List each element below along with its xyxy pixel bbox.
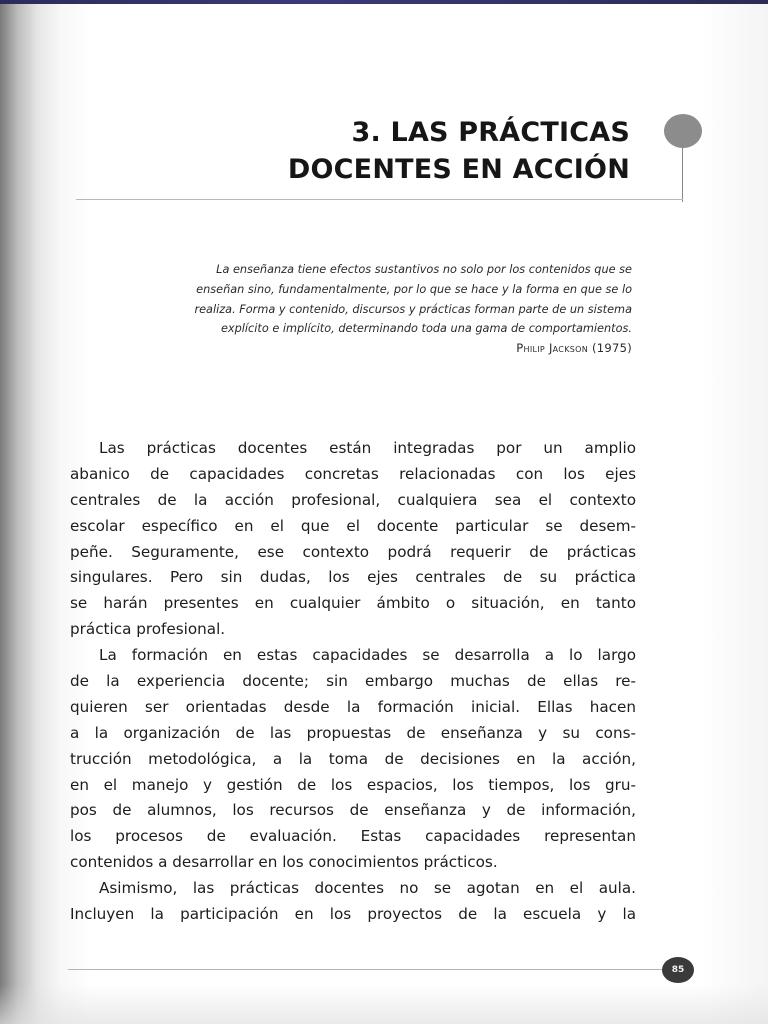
epigraph xyxy=(98,260,632,339)
epigraph-line: realiza. Forma y contenido, discursos y prácticas forman parte de un sistema xyxy=(194,302,632,316)
body-text xyxy=(70,436,636,928)
chapter-title xyxy=(288,114,630,188)
body-line: Incluyen la participación en los proyectos de la escuela y la xyxy=(70,905,636,924)
footer-rule xyxy=(68,969,664,970)
epigraph-line: La enseñanza tiene efectos sustantivos no solo por los contenidos que se xyxy=(216,263,632,276)
body-line: quieren ser orientadas desde la formación inicial. Ellas hacen xyxy=(70,697,636,716)
chapter-title-vertical-rule xyxy=(682,144,683,202)
body-line: de la experiencia docente; sin embargo muchas de ellas re- xyxy=(70,672,636,691)
epigraph-line: explícito e implícito, determinando toda una gama de comportamientos. xyxy=(220,322,632,336)
body-line: singulares. Pero sin dudas, los ejes centrales de su práctica xyxy=(70,568,636,587)
body-line: abanico de capacidades concretas relacionadas con los ejes xyxy=(70,464,636,483)
body-line: los procesos de evaluación. Estas capacidades representan xyxy=(70,827,636,846)
body-line: a la organización de las propuestas de enseñanza y su cons- xyxy=(70,723,636,742)
chapter-title-line-1: 3. LAS PRÁCTICAS xyxy=(351,117,630,148)
chapter-marker-dot xyxy=(664,114,702,148)
body-line: en el manejo y gestión de los espacios, los tiempos, los gru- xyxy=(70,775,636,794)
body-line: escolar específico en el que el docente particular se desem- xyxy=(70,516,636,535)
scan-top-edge xyxy=(0,0,768,4)
chapter-title-line-2: DOCENTES EN ACCIÓN xyxy=(287,154,630,185)
body-line: peñe. Seguramente, ese contexto podrá requerir de prácticas xyxy=(70,542,636,561)
body-line: pos de alumnos, los recursos de enseñanza y de información, xyxy=(70,801,636,820)
body-line: trucción metodológica, a la toma de decisiones en la acción, xyxy=(70,749,636,768)
page-number-badge: 85 xyxy=(662,957,694,983)
chapter-title-underline xyxy=(76,199,683,200)
body-line: se harán presentes en cualquier ámbito o situación, en tanto xyxy=(70,594,636,613)
body-line: Asimismo, las prácticas docentes no se agotan en el aula. xyxy=(99,879,636,898)
body-line: Las prácticas docentes están integradas por un amplio xyxy=(99,439,636,457)
body-line: práctica profesional. xyxy=(70,620,226,639)
body-line: La formación en estas capacidades se desarrolla a lo largo xyxy=(99,646,636,665)
body-line: contenidos a desarrollar en los conocimientos prácticos. xyxy=(70,853,498,872)
epigraph-attribution: Philip Jackson (1975) xyxy=(516,341,632,355)
epigraph-line: enseñan sino, fundamentalmente, por lo que se hace y la forma en que se lo xyxy=(196,282,632,296)
body-line: centrales de la acción profesional, cualquiera sea el contexto xyxy=(70,490,636,509)
scan-bottom-shadow xyxy=(0,984,768,1024)
